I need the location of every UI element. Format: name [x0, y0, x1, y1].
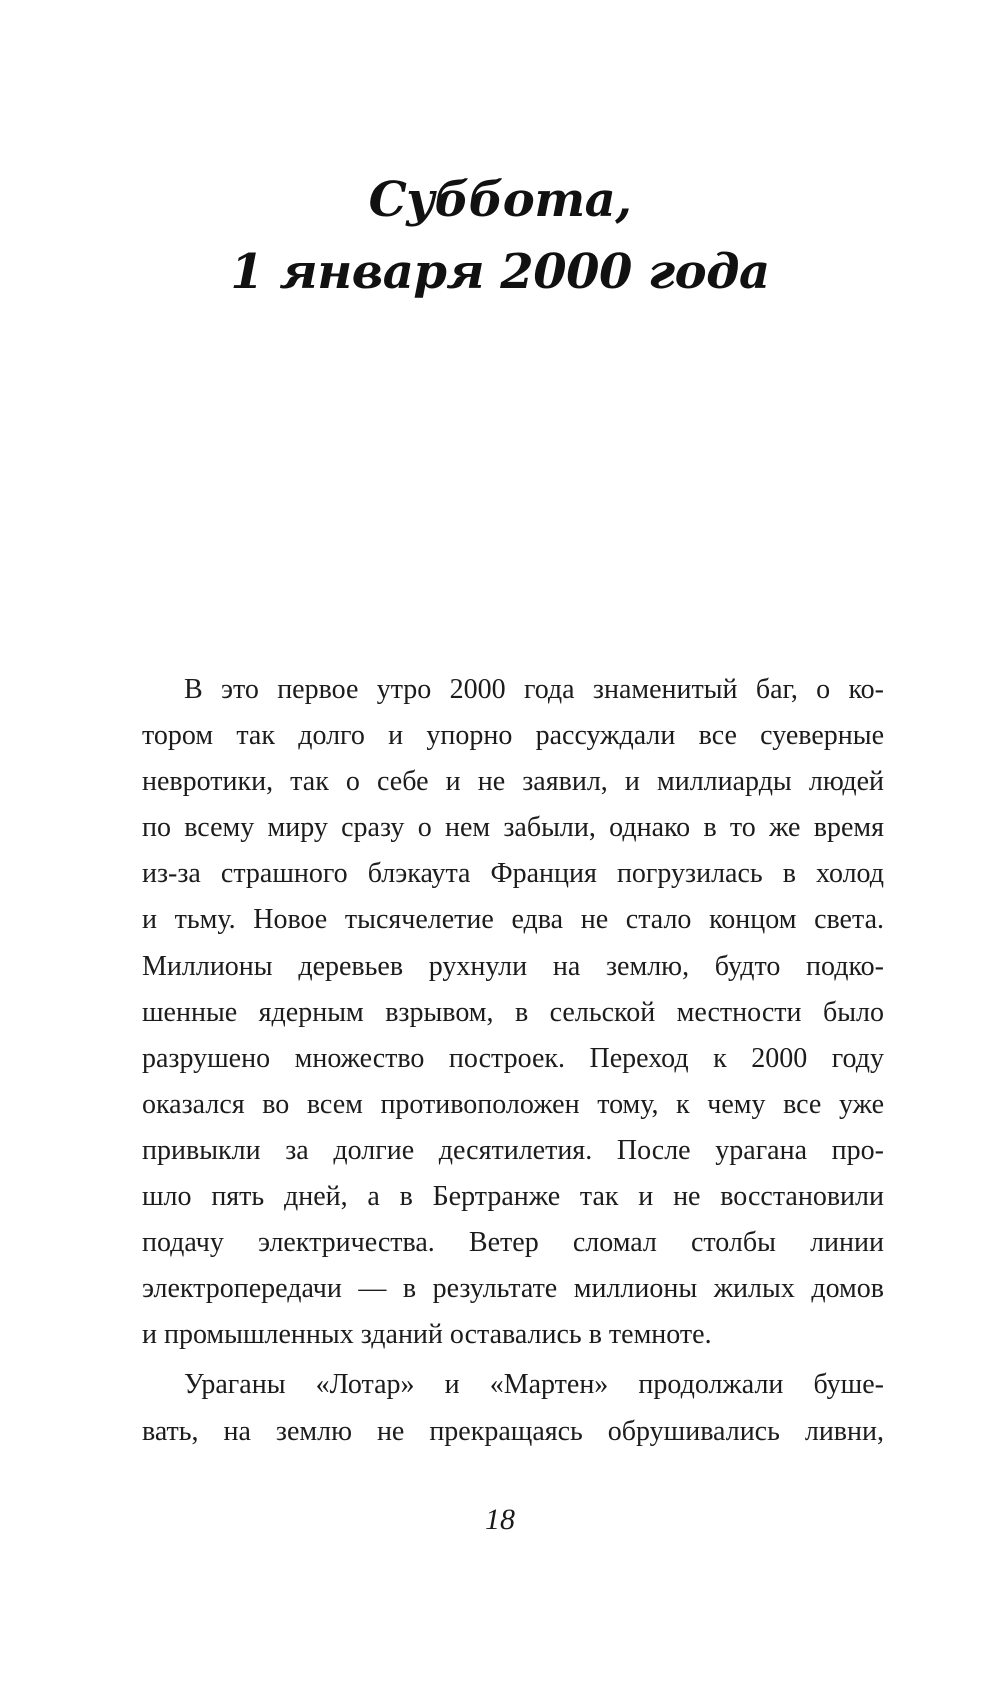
text-line: В это первое утро 2000 года знаменитый баг, о ко- [184, 674, 884, 705]
text-line: подачу электричества. Ветер сломал столбы линии [142, 1227, 884, 1259]
chapter-title-line-2: 1 января 2000 года [230, 244, 770, 300]
text-line: и тьму. Новое тысячелетие едва не стало концом света. [142, 904, 884, 936]
text-line: шенные ядерным взрывом, в сельской местности было [142, 996, 884, 1028]
text-line: невротики, так о себе и не заявил, и миллиарды людей [142, 766, 884, 798]
text-line: привыкли за долгие десятилетия. После урагана про- [142, 1134, 884, 1166]
text-line: из-за страшного блэкаута Франция погрузилась в холод [142, 858, 884, 890]
text-line: Миллионы деревьев рухнули на землю, будто подко- [142, 950, 884, 982]
text-line: шло пять дней, а в Бертранже так и не восстановили [142, 1181, 884, 1213]
chapter-title-line-1: Суббота, [368, 172, 632, 228]
text-line: электропередачи — в результате миллионы жилых домов [142, 1273, 884, 1305]
text-line: вать, на землю не прекращаясь обрушивались ливни, [142, 1415, 884, 1447]
text-line: и промышленных зданий оставались в темноте. [142, 1319, 712, 1351]
body-text [142, 667, 884, 1455]
text-line: разрушено множество построек. Переход к 2000 году [142, 1042, 884, 1074]
text-line: тором так долго и упорно рассуждали все суеверные [142, 720, 884, 752]
text-line: оказался во всем противоположен тому, к чему все уже [142, 1088, 884, 1120]
text-line: Ураганы «Лотар» и «Мартен» продолжали буше- [184, 1369, 884, 1401]
page-number: 18 [485, 1503, 515, 1536]
text-line: по всему миру сразу о нем забыли, однако в то же время [142, 812, 884, 844]
